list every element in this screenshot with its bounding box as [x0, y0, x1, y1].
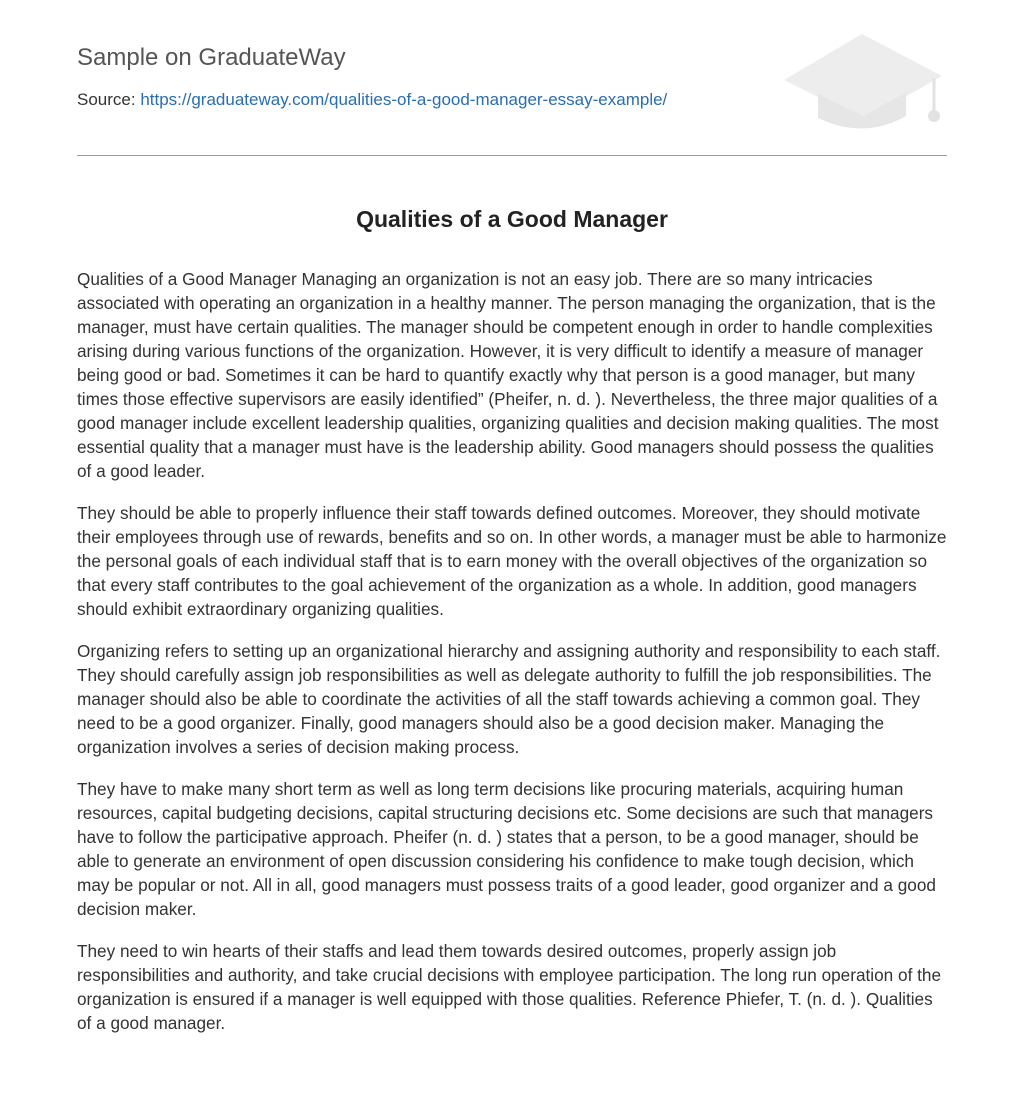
paragraph-1: Qualities of a Good Manager Managing an organization is not an easy job. There are so many intricacies associated with operating an organization in a healthy manner. The person managing the organization, that is the manager, must have certain qualities. The manager should be competent enough in order to handle complexities arising during various functions of the organization. However, it is very difficult to identify a measure of manager being good or bad. Sometimes it can be hard to quantify exactly why that person is a good manager, but many times those effective supervisors are easily identified” (Pheifer, n. d. ). Nevertheless, the three major qualities of a good manager include excellent leadership qualities, organizing qualities and decision making qualities. The most essential quality that a manager must have is the leadership ability. Good managers should possess the qualities of a good leader.: [77, 269, 939, 481]
paragraph-2: They should be able to properly influence their staff towards defined outcomes. Moreover, they should motivate their employees through use of rewards, benefits and so on. In other words, a manager must be able to harmonize the personal goals of each individual staff that is to earn money with the overall objectives of the organization so that every staff contributes to the goal achievement of the organization as a whole. In addition, good managers should exhibit extraordinary organizing qualities.: [77, 503, 947, 619]
graduation-cap-icon: [780, 32, 946, 132]
paragraph-4: They have to make many short term as well as long term decisions like procuring materials, acquiring human resources, capital budgeting decisions, capital structuring decisions etc. Some decisions are such that managers have to follow the participative approach. Pheifer (n. d. ) states that a person, to be a good manager, should be able to generate an environment of open discussion considering his confidence to make tough decision, which may be popular or not. All in all, good managers must possess traits of a good leader, good organizer and a good decision maker.: [77, 779, 936, 919]
paragraph-5: They need to win hearts of their staffs and lead them towards desired outcomes, properly assign job responsibilities and authority, and take crucial decisions with employee participation. The long run operation of the organization is ensured if a manager is well equipped with those qualities. Reference Phiefer, T. (n. d. ). Qualities of a good manager.: [77, 941, 942, 1033]
document-body: [77, 267, 951, 1053]
site-title: Sample on GraduateWay: [77, 44, 346, 71]
source-label: Source:: [77, 90, 136, 109]
header-divider: [77, 155, 947, 156]
source-line: [77, 90, 667, 110]
paragraph-3: Organizing refers to setting up an organizational hierarchy and assigning authority and responsibility to each staff. They should carefully assign job responsibilities as well as delegate authority to fulfill the job responsibilities. The manager should also be able to coordinate the activities of all the staff towards achieving a common goal. They need to be a good organizer. Finally, good managers should also be a good decision maker. Managing the organization involves a series of decision making process.: [77, 641, 941, 757]
source-link[interactable]: https://graduateway.com/qualities-of-a-good-manager-essay-example/: [140, 90, 668, 109]
document-title: Qualities of a Good Manager: [356, 206, 668, 232]
header: [77, 40, 947, 156]
